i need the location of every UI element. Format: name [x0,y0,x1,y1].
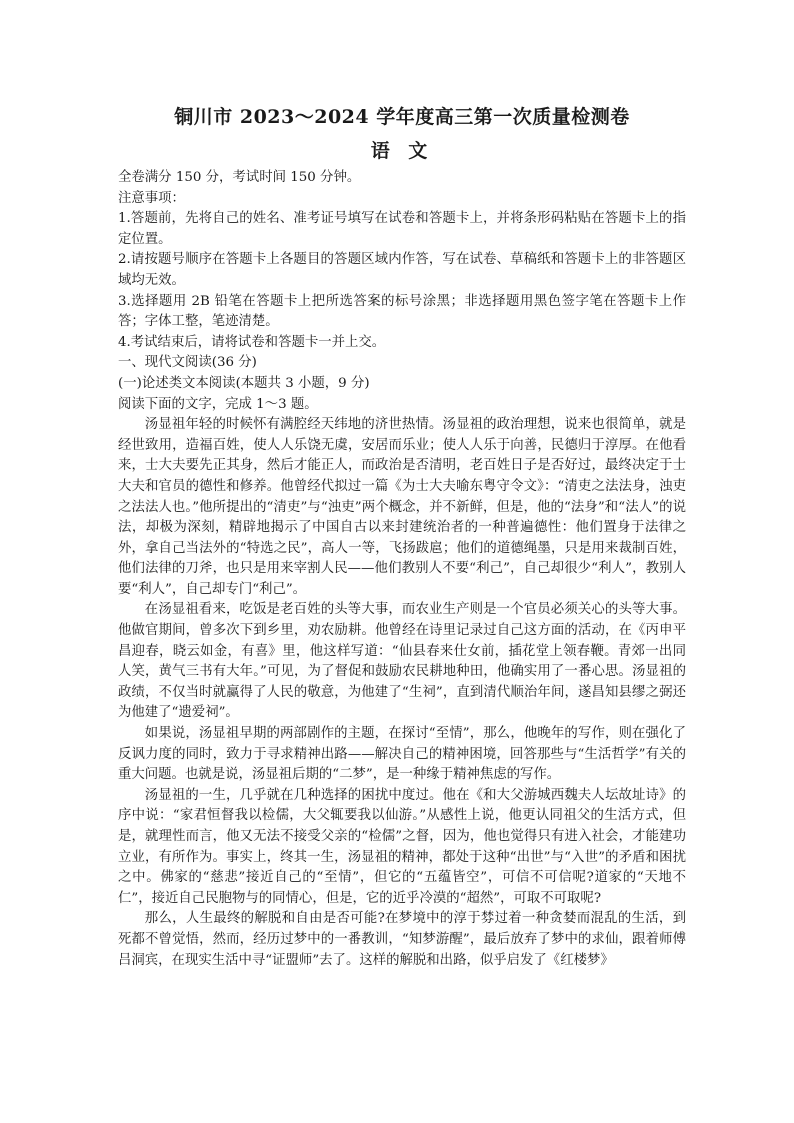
reading-instruction: 阅读下面的文字，完成 1～3 题。 [118,396,318,412]
notice-item-4: 4.考试结束后，请将试卷和答题卡一并上交。 [118,334,386,350]
subject-title: 语 文 [370,140,434,162]
passage-paragraph-2: 在汤显祖看来，吃饭是老百姓的头等大事，而农业生产则是一个官员必须关心的头等大事。他做官期间，曾多次下到乡里，劝农励耕。他曾经在诗里记录过自己这方面的活动，在《丙申平昌迎春，晓云如金，有喜》里，他这样写道：“仙县春来仕女前，插花堂上领春鞭。青郊一出同人笑，黄气三书有大年。”可见，为了督促和鼓励农民耕地种田，他确实用了一番心思。汤显祖的政绩，不仅当时就赢得了人民的敬意，为他建了“生祠”，直到清代顺治年间，遂昌知县缪之弼还为他建了“遗爱祠”。 [118,602,686,721]
passage-paragraph-4: 汤显祖的一生，几乎就在几种选择的困扰中度过。他在《和大父游城西魏夫人坛故址诗》的序中说：“家君恒督我以检儒，大父辄要我以仙游。”从感性上说，他更认同祖父的生活方式，但是，就理性而言，他又无法不接受父亲的“检儒”之督，因为，他也觉得只有进入社会，才能建功立业，有所作为。事实上，终其一生，汤显祖的精神，都处于这种“出世”与“入世”的矛盾和困扰之中。佛家的“慈悲”接近自己的“至情”，但它的“五蕴皆空”，可信不可信呢?道家的“天地不仁”，接近自己民胞物与的同情心，但是，它的近乎冷漠的“超然”，可取不可取呢? [118,787,686,906]
score-info: 全卷满分 150 分，考试时间 150 分钟。 [118,170,361,185]
passage-paragraph-1: 汤显祖年轻的时候怀有满腔经天纬地的济世热情。汤显祖的政治理想，说来也很简单，就是经世致用，造福百姓，使人人乐饶无虞，安居而乐业；使人人乐于向善，民德归于淳厚。在他看来，士大夫要先正其身，然后才能正人，而政治是否清明，老百姓日子是否好过，最终决定于士大夫和官员的德性和修养。他曾经代拟过一篇《为士大夫喻东粤守令文》：“清吏之法法身，浊吏之法法人也。”他所提出的“清吏”与“浊吏”两个概念，并不新鲜，但是，他的“法身”和“法人”的说法，却极为深刻，精辟地揭示了中国自古以来封建统治者的一种普遍德性：他们置身于法律之外，拿自己当法外的“特选之民”，高人一等，飞扬跋扈；他们的道德绳墨，只是用来裁制百姓，他们法律的刀斧，也只是用来宰割人民——他们教别人不要“利己”，自己却很少“利人”，教别人要“利人”，自己却专门“利己”。 [118,417,686,597]
notice-heading: 注意事项： [118,190,185,206]
notice-item-2: 2.请按题号顺序在答题卡上各题目的答题区域内作答，写在试卷、草稿纸和答题卡上的非答题区域均无效。 [118,252,686,288]
section-subheading: (一)论述类文本阅读(本题共 3 小题，9 分) [118,375,370,391]
passage-paragraph-5: 那么，人生最终的解脱和自由是否可能?在梦境中的淳于棼过着一种贪婪而混乱的生活，到死都不曾觉悟，然而，经历过梦中的一番教训，“知梦游醒”，最后放弃了梦中的求仙，跟着师傅吕洞宾，在现实生活中寻“证盟师”去了。这样的解脱和出路，似乎启发了《红楼梦》 [118,911,686,968]
notice-item-3: 3.选择题用 2B 铅笔在答题卡上把所选答案的标号涂黑；非选择题用黑色签字笔在答题卡上作答；字体工整，笔迹清楚。 [118,293,686,330]
notice-item-1: 1.答题前，先将自己的姓名、准考证号填写在试卷和答题卡上，并将条形码粘贴在答题卡上的指定位置。 [118,211,686,247]
exam-title: 铜川市 2023～2024 学年度高三第一次质量检测卷 [174,106,630,128]
passage-paragraph-3: 如果说，汤显祖早期的两部剧作的主题，在探讨“至情”，那么，他晚年的写作，则在强化了反讽力度的同时，致力于寻求精神出路——解决自己的精神困境，回答那些与“生活哲学”有关的重大问题。也就是说，汤显祖后期的“二梦”，是一种缘于精神焦虑的写作。 [118,726,686,783]
section-heading: 一、现代文阅读(36 分) [118,355,257,371]
